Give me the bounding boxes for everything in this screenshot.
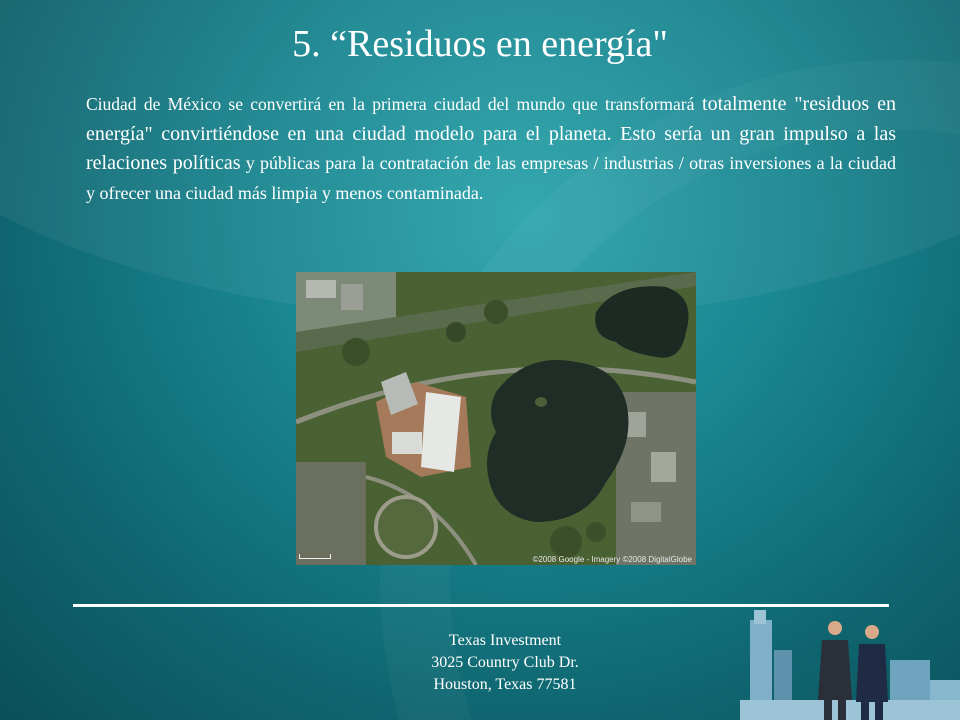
skyline-businessmen-icon bbox=[740, 610, 960, 720]
map-scale-bar bbox=[299, 554, 331, 559]
slide-title: 5. “Residuos en energía" bbox=[292, 23, 668, 65]
slide-body-paragraph bbox=[86, 90, 896, 208]
body-line-1: Ciudad de México se convertirá en la primera ciudad del mundo que transformará bbox=[86, 94, 695, 114]
footer-divider bbox=[73, 604, 889, 607]
footer-company: Texas Investment bbox=[448, 632, 562, 649]
imagery-credit: ©2008 Google - Imagery ©2008 DigitalGlobe bbox=[532, 555, 692, 564]
aerial-satellite-photo bbox=[296, 272, 696, 565]
body-line-2: totalmente "residuos en energía" convirtiéndose en una ciudad modelo para el planeta. Esto sería un gran impulso a las relaciones políticas bbox=[86, 93, 896, 174]
aerial-map-image bbox=[296, 272, 696, 565]
business-skyline-graphic bbox=[740, 610, 960, 720]
footer-city: Houston, Texas 77581 bbox=[433, 676, 577, 693]
footer-street: 3025 Country Club Dr. bbox=[431, 654, 579, 671]
body-line-3: y públicas para la contratación de las empresas / industrias / otras inversiones a la ciudad y ofrecer una ciudad más limpia y menos contaminada. bbox=[86, 153, 896, 203]
